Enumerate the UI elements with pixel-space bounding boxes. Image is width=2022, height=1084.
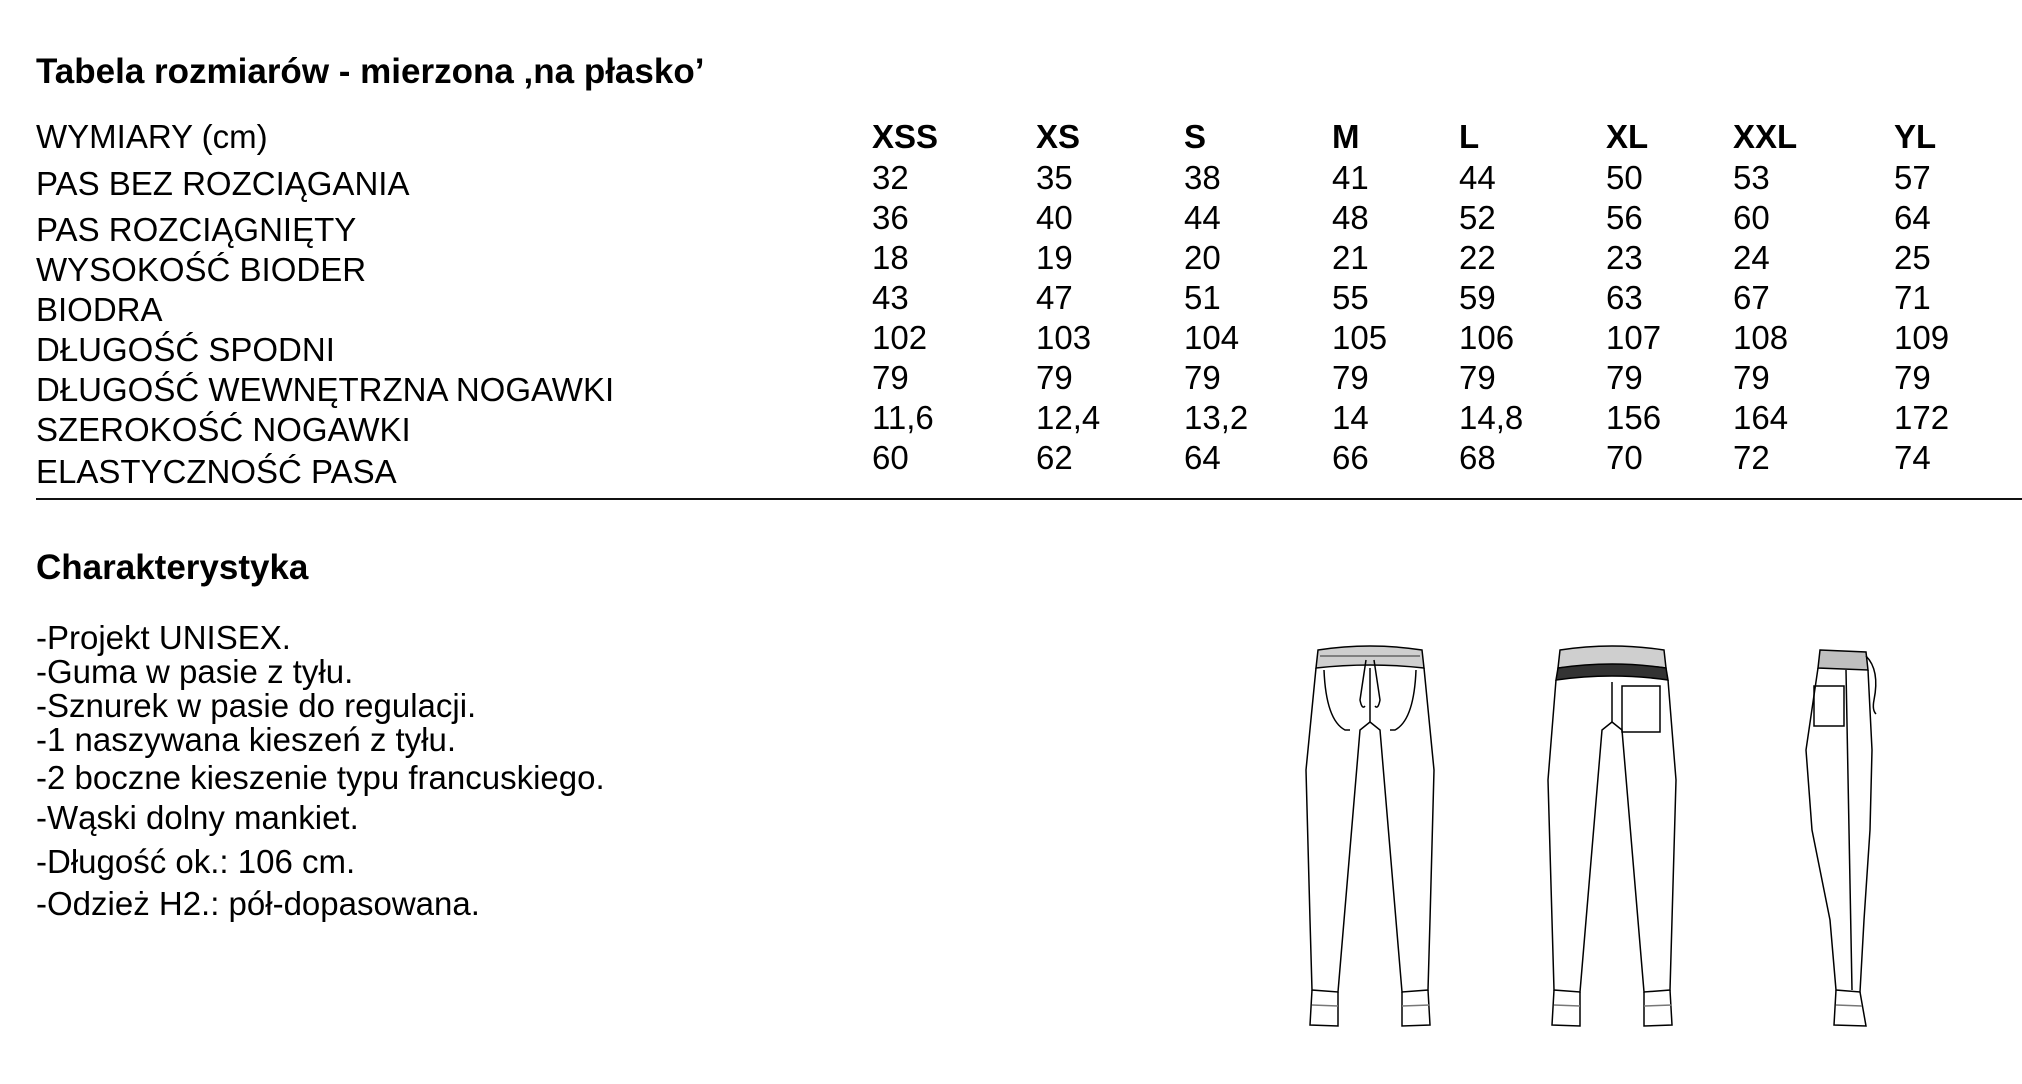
size-header-xxl: XXL — [1733, 118, 1798, 155]
measurement-value: 43 — [872, 279, 909, 316]
measurement-value: 56 — [1606, 199, 1643, 236]
measurement-value: 48 — [1332, 199, 1369, 236]
measurement-value: 156 — [1606, 399, 1662, 436]
measurement-value: 72 — [1733, 439, 1770, 476]
measurement-value: 79 — [1332, 359, 1369, 396]
measurement-value: 35 — [1036, 159, 1073, 196]
measurement-label: PAS BEZ ROZCIĄGANIA — [36, 165, 410, 202]
measurement-value: 79 — [1606, 359, 1643, 396]
characteristic-item: -Odzież H2.: pół-dopasowana. — [36, 885, 480, 922]
size-table-row — [0, 398, 2022, 448]
measurement-value: 23 — [1606, 239, 1643, 276]
side-view-drawing — [1806, 650, 1876, 1026]
measurement-value: 21 — [1332, 239, 1369, 276]
measurement-value: 55 — [1332, 279, 1369, 316]
measurement-value: 14,8 — [1459, 399, 1524, 436]
measurement-value: 53 — [1733, 159, 1770, 196]
measurement-value: 74 — [1894, 439, 1931, 476]
measurement-value: 102 — [872, 319, 928, 356]
measurement-label: DŁUGOŚĆ SPODNI — [36, 331, 335, 368]
measurement-value: 108 — [1733, 319, 1789, 356]
measurement-value: 20 — [1184, 239, 1221, 276]
measurement-label: SZEROKOŚĆ NOGAWKI — [36, 411, 411, 448]
section-divider — [36, 498, 2022, 500]
measurement-value: 164 — [1733, 399, 1789, 436]
size-header-s: S — [1184, 118, 1207, 155]
measurement-value: 79 — [872, 359, 909, 396]
measurement-label: PAS ROZCIĄGNIĘTY — [36, 211, 357, 248]
characteristic-item: -Wąski dolny mankiet. — [36, 799, 359, 836]
measurement-label: WYSOKOŚĆ BIODER — [36, 251, 367, 288]
measurement-value: 32 — [872, 159, 909, 196]
measurement-value: 106 — [1459, 319, 1515, 356]
size-table-title: Tabela rozmiarów - mierzona ‚na płasko’ — [36, 52, 705, 91]
size-table-row — [0, 358, 2022, 408]
measurement-value: 13,2 — [1184, 399, 1249, 436]
characteristics-title: Charakterystyka — [36, 548, 309, 587]
size-table-row — [0, 438, 2022, 490]
measurement-value: 24 — [1733, 239, 1770, 276]
measurement-value: 68 — [1459, 439, 1496, 476]
measurement-value: 50 — [1606, 159, 1643, 196]
size-table-row — [0, 278, 2022, 328]
measurement-value: 107 — [1606, 319, 1662, 356]
measurement-value: 79 — [1459, 359, 1496, 396]
size-table-row — [0, 158, 2022, 202]
measurement-value: 18 — [872, 239, 909, 276]
measurement-value: 22 — [1459, 239, 1496, 276]
measurement-label: DŁUGOŚĆ WEWNĘTRZNA NOGAWKI — [36, 371, 615, 408]
measurement-value: 11,6 — [872, 399, 934, 436]
measurement-value: 51 — [1184, 279, 1221, 316]
measurement-value: 36 — [872, 199, 909, 236]
front-view-drawing — [1306, 646, 1434, 1026]
measurement-value: 79 — [1036, 359, 1073, 396]
measurement-value: 103 — [1036, 319, 1092, 356]
measurement-value: 70 — [1606, 439, 1643, 476]
size-table-row — [0, 238, 2022, 288]
characteristic-item: -Sznurek w pasie do regulacji. — [36, 687, 477, 724]
measurement-value: 109 — [1894, 319, 1950, 356]
size-table-row — [0, 318, 2022, 368]
size-header-xss: XSS — [872, 118, 939, 155]
measurement-value: 12,4 — [1036, 399, 1101, 436]
measurement-value: 57 — [1894, 159, 1931, 196]
measurement-value: 105 — [1332, 319, 1388, 356]
size-table-row — [0, 198, 2022, 248]
header-label: WYMIARY (cm) — [36, 118, 268, 155]
measurement-value: 64 — [1184, 439, 1221, 476]
measurement-value: 62 — [1036, 439, 1073, 476]
measurement-value: 63 — [1606, 279, 1643, 316]
measurement-value: 104 — [1184, 319, 1240, 356]
measurement-value: 47 — [1036, 279, 1073, 316]
characteristic-item: -2 boczne kieszenie typu francuskiego. — [36, 759, 605, 796]
measurement-value: 44 — [1459, 159, 1496, 196]
measurement-value: 14 — [1332, 399, 1369, 436]
characteristic-item: -Projekt UNISEX. — [36, 619, 291, 656]
characteristic-item: -1 naszywana kieszeń z tyłu. — [36, 721, 457, 758]
measurement-value: 59 — [1459, 279, 1496, 316]
measurement-value: 38 — [1184, 159, 1221, 196]
measurement-value: 172 — [1894, 399, 1950, 436]
measurement-value: 66 — [1332, 439, 1369, 476]
characteristic-item: -Długość ok.: 106 cm. — [36, 843, 356, 880]
measurement-value: 60 — [872, 439, 909, 476]
measurement-value: 52 — [1459, 199, 1496, 236]
size-header-yl: YL — [1894, 118, 1937, 155]
measurement-value: 25 — [1894, 239, 1931, 276]
measurement-label: BIODRA — [36, 291, 163, 328]
size-header-xl: XL — [1606, 118, 1649, 155]
pants-technical-drawings — [1290, 630, 1950, 1070]
measurement-value: 79 — [1894, 359, 1931, 396]
measurement-value: 40 — [1036, 199, 1073, 236]
measurement-value: 44 — [1184, 199, 1221, 236]
measurement-label: ELASTYCZNOŚĆ PASA — [36, 453, 397, 490]
measurement-value: 71 — [1894, 279, 1931, 316]
characteristic-item: -Guma w pasie z tyłu. — [36, 653, 354, 690]
measurement-value: 19 — [1036, 239, 1073, 276]
size-header-xs: XS — [1036, 118, 1081, 155]
size-header-l: L — [1459, 118, 1480, 155]
size-table-header-row — [0, 117, 2022, 157]
back-view-drawing — [1548, 646, 1676, 1026]
measurement-value: 64 — [1894, 199, 1931, 236]
size-header-m: M — [1332, 118, 1360, 155]
measurement-value: 41 — [1332, 159, 1369, 196]
measurement-value: 79 — [1733, 359, 1770, 396]
measurement-value: 67 — [1733, 279, 1770, 316]
measurement-value: 60 — [1733, 199, 1770, 236]
measurement-value: 79 — [1184, 359, 1221, 396]
